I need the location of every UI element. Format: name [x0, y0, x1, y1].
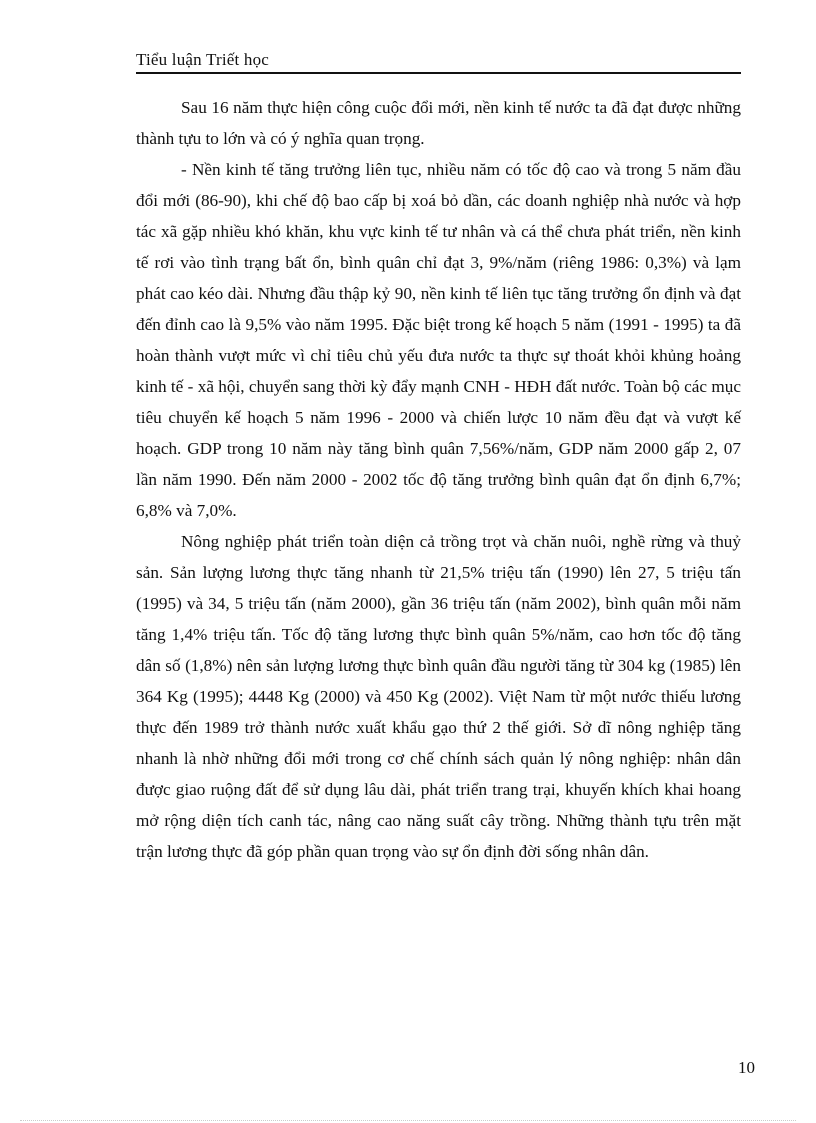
page-bottom-divider: [20, 1120, 796, 1121]
paragraph-intro: Sau 16 năm thực hiện công cuộc đổi mới, nền kinh tế nước ta đã đạt được những thành tựu to lớn và có ý nghĩa quan trọng.: [136, 98, 741, 148]
page-number: 10: [738, 1058, 755, 1077]
document-title: Tiểu luận Triết học: [136, 50, 270, 69]
body-content: [136, 92, 741, 867]
page-header: [136, 50, 741, 74]
paragraph-agriculture: Nông nghiệp phát triển toàn diện cả trồng trọt và chăn nuôi, nghề rừng và thuỷ sản. Sản lượng lương thực tăng nhanh từ 21,5% triệu tấn (1990) lên 27, 5 triệu tấn (1995) và 34, 5 triệu tấn (năm 2000), gần 36 triệu tấn (năm 2002), bình quân mỗi năm tăng 1,4% triệu tấn. Tốc độ tăng lương thực bình quân 5%/năm, cao hơn tốc độ tăng dân số (1,8%) nên sản lượng lương thực bình quân đầu người tăng từ 304 kg (1985) lên 364 Kg (1995); 4448 Kg (2000) và 450 Kg (2002). Việt Nam từ một nước thiếu lương thực đến 1989 trở thành nước xuất khẩu gạo thứ 2 thế giới. Sở dĩ nông nghiệp tăng nhanh là nhờ những đổi mới trong cơ chế chính sách quản lý nông nghiệp: nhân dân được giao ruộng đất để sử dụng lâu dài, phát triển trang trại, khuyến khích khai hoang mở rộng diện tích canh tác, nâng cao năng suất cây trồng. Những thành tựu trên mặt trận lương thực đã góp phần quan trọng vào sự ổn định đời sống nhân dân.: [136, 532, 741, 861]
paragraph-economic-growth: - Nền kinh tế tăng trưởng liên tục, nhiều năm có tốc độ cao và trong 5 năm đầu đổi mới (86-90), khi chế độ bao cấp bị xoá bỏ dần, các doanh nghiệp nhà nước và hợp tác xã gặp nhiều khó khăn, khu vực kinh tế tư nhân và cá thể chưa phát triển, nền kinh tế rơi vào tình trạng bất ổn, bình quân chỉ đạt 3, 9%/năm (riêng 1986: 0,3%) và lạm phát cao kéo dài. Nhưng đầu thập kỷ 90, nền kinh tế liên tục tăng trưởng ổn định và đạt đến đỉnh cao là 9,5% vào năm 1995. Đặc biệt trong kế hoạch 5 năm (1991 - 1995) ta đã hoàn thành vượt mức vì chỉ tiêu chủ yếu đưa nước ta thực sự thoát khỏi khủng hoảng kinh tế - xã hội, chuyển sang thời kỳ đẩy mạnh CNH - HĐH đất nước. Toàn bộ các mục tiêu chuyển kế hoạch 5 năm 1996 - 2000 và chiến lược 10 năm đều đạt và vượt kế hoạch. GDP trong 10 năm này tăng bình quân 7,56%/năm, GDP năm 2000 gấp 2, 07 lần năm 1990. Đến năm 2000 - 2002 tốc độ tăng trưởng bình quân đạt ổn định 6,7%; 6,8% và 7,0%.: [136, 160, 741, 520]
